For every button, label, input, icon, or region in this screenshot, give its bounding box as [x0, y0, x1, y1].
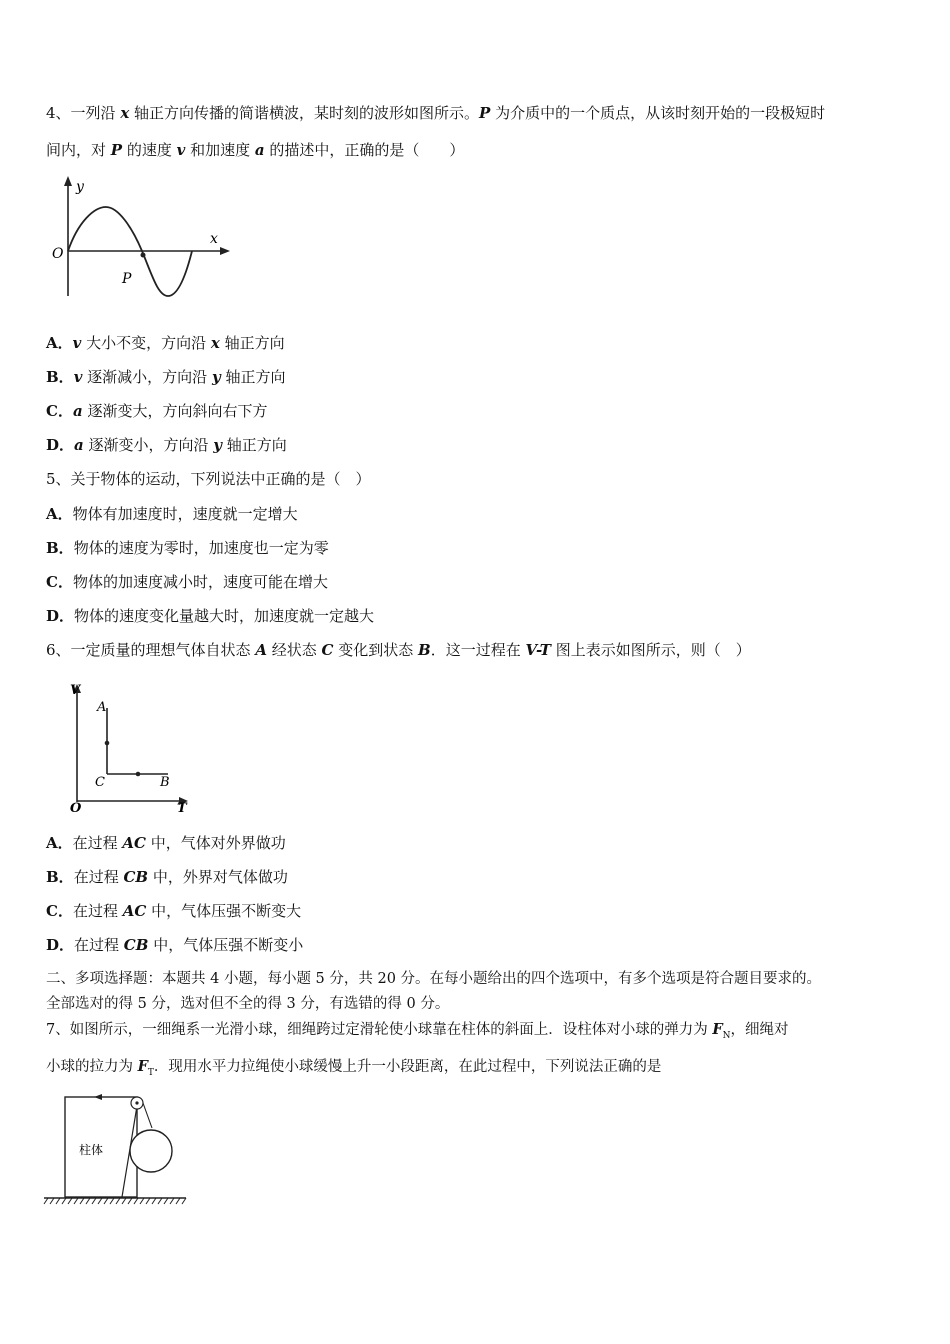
q4-var-v: v	[176, 141, 186, 159]
q7-ball	[130, 1130, 172, 1172]
q7-text: 小球的拉力为	[46, 1059, 138, 1075]
option-text: 中，气体压强不断变大	[146, 902, 302, 920]
q4-wave-figure	[44, 172, 239, 300]
q6-text: 图上表示如图所示，则（ ）	[550, 641, 751, 659]
option-label: A．	[46, 505, 73, 523]
q7-sub-n: N	[722, 1030, 731, 1041]
q6-var-a: A	[255, 641, 267, 659]
option-text: 物体的加速度减小时，速度可能在增大	[72, 573, 328, 591]
option-text: 在过程	[72, 834, 123, 852]
q6-var-vt: V-T	[525, 641, 551, 659]
option-text: 逐渐变大，方向斜向右下方	[82, 402, 268, 420]
q7-ground-hatch	[44, 1198, 186, 1204]
q6-point-mid-ac	[105, 741, 110, 746]
q5-option-b	[46, 538, 329, 558]
q7-var-fn: F	[712, 1021, 723, 1038]
option-label: A．	[46, 334, 73, 352]
option-label: D．	[46, 436, 75, 454]
q4-stem-line1	[46, 103, 825, 123]
q4-y-arrow	[64, 176, 72, 186]
q6-option-a	[46, 833, 286, 853]
q6-a-label: A	[97, 700, 107, 715]
section2-heading-line2: 全部选对的得 5 分，选对但不全的得 3 分，有选错的得 0 分。	[46, 996, 450, 1012]
q5-option-c	[46, 572, 328, 592]
option-axis: y	[211, 368, 221, 386]
q6-c-label: C	[95, 775, 105, 790]
q4-text: 为介质中的一个质点，从该时刻开始的一段极短时	[490, 104, 826, 122]
q5-option-d	[46, 606, 374, 626]
q4-stem-line2	[46, 140, 464, 160]
q6-point-mid-cb	[136, 772, 141, 777]
q4-var-p: P	[110, 141, 123, 159]
q7-pull-arrow	[94, 1094, 102, 1100]
option-axis: y	[213, 436, 223, 454]
q6-text: 6、一定质量的理想气体自状态	[46, 641, 256, 659]
option-text: 中，气体对外界做功	[146, 834, 286, 852]
option-text: 中，外界对气体做功	[148, 868, 288, 886]
option-label: B．	[46, 368, 74, 386]
option-text: 逐渐变小，方向沿	[83, 436, 214, 454]
q6-v-label: V	[70, 683, 81, 698]
q7-block-label: 柱体	[79, 1143, 104, 1157]
option-text: 大小不变，方向沿	[81, 334, 211, 352]
q4-origin-label: O	[52, 246, 64, 262]
q7-var-ft: F	[137, 1058, 148, 1075]
option-process: CB	[123, 936, 149, 954]
q6-b-label: B	[160, 775, 170, 790]
option-var: v	[73, 368, 83, 386]
option-label: B．	[46, 539, 74, 557]
q6-var-c: C	[321, 641, 334, 659]
option-text: 在过程	[72, 902, 123, 920]
option-text: 轴正方向	[219, 334, 285, 352]
option-text: 轴正方向	[220, 368, 286, 386]
q7-sub-t: T	[147, 1067, 154, 1078]
option-label: A．	[46, 834, 73, 852]
option-text: 在过程	[74, 936, 124, 954]
q7-pulley-figure	[42, 1088, 192, 1210]
option-text: 物体的速度为零时，加速度也一定为零	[73, 539, 329, 557]
q4-var-x: x	[120, 104, 130, 122]
q4-point-p	[141, 253, 146, 258]
q4-p-label: P	[122, 271, 132, 287]
option-var: a	[74, 436, 84, 454]
option-text: 逐渐减小，方向沿	[82, 368, 212, 386]
q5-stem: 5、关于物体的运动，下列说法中正确的是（ ）	[46, 470, 371, 488]
q7-text: ．现用水平力拉绳使小球缓慢上升一小段距离，在此过程中，下列说法正确的是	[153, 1059, 662, 1075]
q6-var-b: B	[418, 641, 431, 659]
q7-stem-line2	[46, 1057, 661, 1083]
option-var: v	[72, 334, 82, 352]
option-label: B．	[46, 868, 74, 886]
option-axis: x	[210, 334, 220, 352]
option-text: 物体的速度变化量越大时，加速度就一定越大	[74, 607, 375, 625]
option-label: C．	[46, 573, 73, 591]
option-process: AC	[122, 834, 146, 852]
q4-option-b	[46, 367, 285, 387]
q7-text: ，细绳对	[730, 1022, 789, 1038]
option-label: D．	[46, 936, 75, 954]
q6-text: 变化到状态	[333, 641, 419, 659]
option-var: a	[72, 402, 83, 420]
q7-pulley-axle	[135, 1101, 138, 1104]
q6-option-d	[46, 935, 303, 955]
q4-option-a	[46, 333, 285, 353]
q6-text: 经状态	[266, 641, 322, 659]
option-text: 物体有加速度时，速度就一定增大	[72, 505, 298, 523]
q4-x-arrow	[220, 247, 230, 255]
section2-heading-line1: 二、多项选择题：本题共 4 小题，每小题 5 分，共 20 分。在每小题给出的四个选项中，有多个选项是符合题目要求的。	[46, 971, 822, 987]
q4-var-a: a	[254, 141, 265, 159]
q4-text: 4、一列沿	[46, 104, 121, 122]
q4-var-p: P	[479, 104, 491, 122]
q7-text: 7、如图所示，一细绳系一光滑小球，细绳跨过定滑轮使小球靠在柱体的斜面上．设柱体对小球的弹力为	[46, 1022, 713, 1038]
option-process: AC	[122, 902, 147, 920]
q4-option-d	[46, 435, 287, 455]
q6-option-b	[46, 867, 288, 887]
q6-t-label: T	[177, 801, 187, 813]
q4-option-c	[46, 401, 267, 421]
q4-text: 间内，对	[46, 141, 111, 159]
q6-stem	[46, 640, 751, 660]
option-text: 在过程	[73, 868, 124, 886]
q4-text: 的描述中，正确的是（ ）	[264, 141, 465, 159]
option-label: C．	[46, 402, 73, 420]
q7-rope-to-ball	[143, 1103, 152, 1128]
q4-text: 和加速度	[185, 141, 255, 159]
q5-option-a	[46, 504, 298, 524]
option-label: C．	[46, 902, 73, 920]
q4-text: 轴正方向传播的简谐横波，某时刻的波形如图所示。	[129, 104, 480, 122]
option-text: 中，气体压强不断变小	[148, 936, 304, 954]
q6-text: ．这一过程在	[430, 641, 526, 659]
option-text: 轴正方向	[222, 436, 287, 454]
q4-x-label: x	[210, 231, 218, 247]
q6-option-c	[46, 901, 301, 921]
option-label: D．	[46, 607, 75, 625]
q4-y-label: y	[76, 179, 84, 195]
q4-text: 的速度	[122, 141, 177, 159]
q6-vt-figure	[64, 678, 194, 813]
q7-stem-line1	[46, 1020, 789, 1046]
option-process: CB	[123, 868, 149, 886]
q6-origin-label: O	[70, 801, 82, 813]
